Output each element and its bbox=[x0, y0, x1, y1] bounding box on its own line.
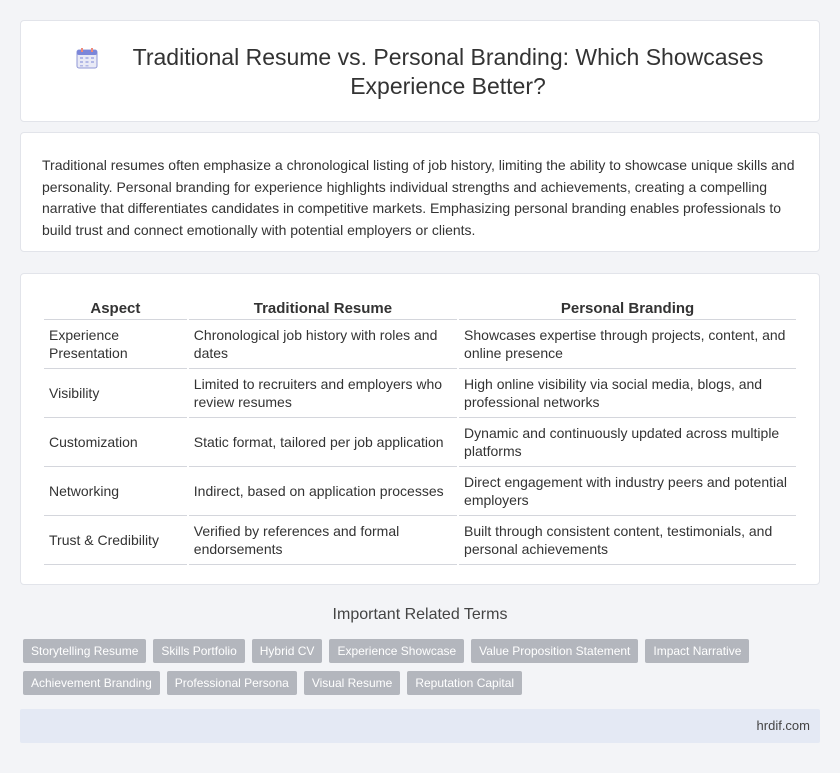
cell-branding: Direct engagement with industry peers and potential employers bbox=[459, 467, 796, 516]
footer bbox=[20, 709, 820, 743]
tag-skills-portfolio[interactable]: Skills Portfolio bbox=[153, 639, 244, 663]
intro-card bbox=[20, 132, 820, 252]
cell-aspect: Experience Presentation bbox=[44, 320, 187, 369]
cell-branding: High online visibility via social media, blogs, and professional networks bbox=[459, 369, 796, 418]
cell-traditional: Chronological job history with roles and dates bbox=[189, 320, 457, 369]
comparison-table bbox=[42, 296, 798, 565]
cell-aspect: Visibility bbox=[44, 369, 187, 418]
tag-storytelling-resume[interactable]: Storytelling Resume bbox=[23, 639, 146, 663]
tag-value-proposition-statement[interactable]: Value Proposition Statement bbox=[471, 639, 638, 663]
tag-achievement-branding[interactable]: Achievement Branding bbox=[23, 671, 160, 695]
tag-hybrid-cv[interactable]: Hybrid CV bbox=[252, 639, 323, 663]
table-row bbox=[44, 369, 796, 418]
cell-traditional: Static format, tailored per job application bbox=[189, 418, 457, 467]
related-terms-heading: Important Related Terms bbox=[332, 606, 508, 623]
tag-reputation-capital[interactable]: Reputation Capital bbox=[407, 671, 522, 695]
header-traditional-resume: Traditional Resume bbox=[189, 296, 457, 320]
table-header-row bbox=[44, 296, 796, 320]
tag-experience-showcase[interactable]: Experience Showcase bbox=[329, 639, 464, 663]
cell-branding: Dynamic and continuously updated across multiple platforms bbox=[459, 418, 796, 467]
tag-professional-persona[interactable]: Professional Persona bbox=[167, 671, 297, 695]
page-title: Traditional Resume vs. Personal Branding: Which Showcases Experience Better? bbox=[132, 44, 764, 99]
header-aspect: Aspect bbox=[44, 296, 187, 320]
header-personal-branding: Personal Branding bbox=[459, 296, 796, 320]
comparison-card bbox=[20, 273, 820, 585]
title-card bbox=[20, 20, 820, 122]
cell-aspect: Trust & Credibility bbox=[44, 516, 187, 565]
table-row bbox=[44, 467, 796, 516]
footer-site-link[interactable]: hrdif.com bbox=[756, 718, 810, 733]
table-row bbox=[44, 418, 796, 467]
cell-branding: Built through consistent content, testimonials, and personal achievements bbox=[459, 516, 796, 565]
table-row bbox=[44, 516, 796, 565]
intro-paragraph: Traditional resumes often emphasize a chronological listing of job history, limiting the ability to showcase unique skills and personality. Personal branding for experience highlights individual strengths and achievements, creating a compelling narrative that differentiates candidates in competitive markets. Emphasizing personal branding enables professionals to build trust and connect emotionally with potential employers or clients. bbox=[42, 157, 795, 238]
tag-row bbox=[23, 671, 823, 695]
cell-aspect: Networking bbox=[44, 467, 187, 516]
table-row bbox=[44, 320, 796, 369]
tag-row bbox=[23, 639, 823, 663]
cell-traditional: Verified by references and formal endorsements bbox=[189, 516, 457, 565]
tag-impact-narrative[interactable]: Impact Narrative bbox=[645, 639, 749, 663]
related-terms-tags bbox=[23, 639, 823, 703]
tag-visual-resume[interactable]: Visual Resume bbox=[304, 671, 400, 695]
cell-traditional: Indirect, based on application processes bbox=[189, 467, 457, 516]
cell-aspect: Customization bbox=[44, 418, 187, 467]
cell-branding: Showcases expertise through projects, content, and online presence bbox=[459, 320, 796, 369]
cell-traditional: Limited to recruiters and employers who review resumes bbox=[189, 369, 457, 418]
